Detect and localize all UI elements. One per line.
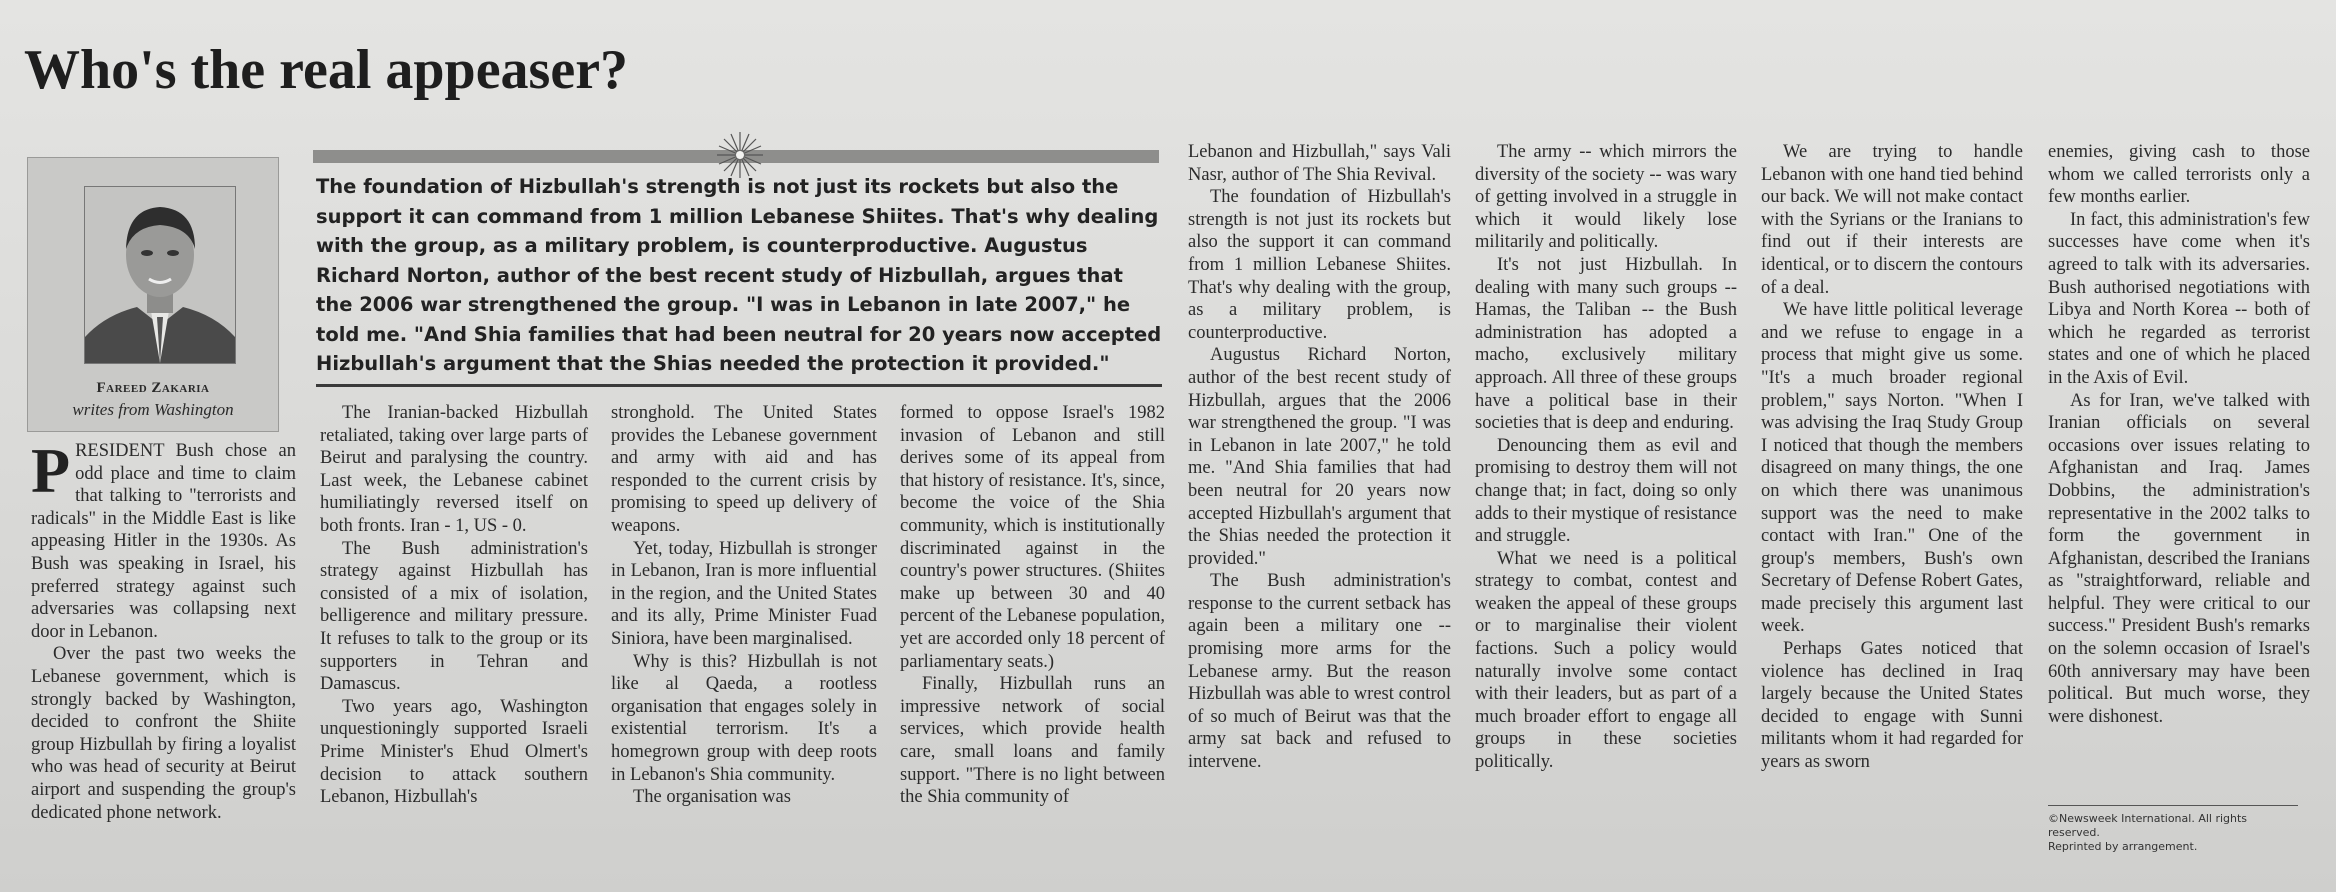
column-5-paragraph: Lebanon and Hizbullah," says Vali Nasr, author of The Shia Revival.: [1188, 142, 1451, 185]
drop-cap: P: [31, 435, 71, 506]
column-5-paragraph: Augustus Richard Norton, author of the best recent study of Hizbullah, argues that the 2006 war strengthened the group. "I was in Lebanon in late 2007," he told me. "And Shia families that had been neutral for 20 years now accepted Hizbullah's argument that the Shias needed the protection it provided.": [1188, 345, 1451, 569]
column-2-paragraph: The Bush administration's strategy against Hizbullah has consisted of a mix of isolation, belligerence and military pressure. It refuses to talk to the group or its supporters in Tehran and Damascus.: [320, 538, 588, 695]
column-3-paragraph: stronghold. The United States provides the Lebanese government and army with aid and has responded to the current crisis by promising to speed up delivery of weapons.: [611, 403, 877, 536]
column-1-paragraph: Over the past two weeks the Lebanese government, which is strongly backed by Washington, decided to confront the Shiite group Hizbullah by firing a loyalist who was head of security at Beirut airport and suspending the group's dedicated phone network.: [31, 644, 296, 823]
column-7-paragraph: We have little political leverage and we refuse to engage in a process that might give us some. "It's a much broader regional problem," says Norton. "When I was advising the Iraq Study Group I noticed that though the members disagreed on many things, the one on which there was unanimous support was the need to make contact with Iran." One of the group's members, Bush's own Secretary of Defense Robert Gates, made precisely this argument last week.: [1761, 300, 2023, 637]
credit-line-2: Reprinted by arrangement.: [2048, 840, 2198, 853]
author-photo: [84, 186, 236, 364]
column-7: [1761, 141, 2023, 774]
column-6: [1475, 141, 1737, 774]
column-1: [31, 435, 296, 824]
author-byline: writes from Washington: [72, 400, 234, 419]
column-8-paragraph: As for Iran, we've talked with Iranian officials on several occasions over issues relating to Afghanistan and Iraq. James Dobbins, the administration's representative in the 2002 talks to form the government in Afghanistan, described the Iranians as "straightforward, reliable and helpful. They were critical to our success." President Bush's remarks on the solemn occasion of Israel's 60th anniversary may have been political. But much worse, they were dishonest.: [2048, 390, 2310, 727]
column-8-paragraph: enemies, giving cash to those whom we called terrorists only a few months earlier.: [2048, 142, 2310, 208]
column-3-paragraph: Yet, today, Hizbullah is stronger in Lebanon, Iran is more influential in the region, and the United States and its ally, Prime Minister Fuad Siniora, have been marginalised.: [611, 538, 877, 649]
credit-line-1: ©Newsweek International. All rights reserved.: [2048, 812, 2248, 839]
pull-quote: The foundation of Hizbullah's strength is not just its rockets but also the support it can command from 1 million Lebanese Shiites. That's why dealing with the group, as a military problem, is counterproductive. Augustus Richard Norton, author of the best recent study of Hizbullah, argues that the 2006 war strengthened the group. "I was in Lebanon in late 2007," he told me. "And Shia families that had been neutral for 20 years now accepted Hizbullah's argument that the Shias needed the protection it provided.": [316, 175, 1162, 375]
column-5-paragraph: The Bush administration's response to the current setback has again been a military one -- promising more arms for the Lebanese army. But the reason Hizbullah was able to wrest control of so much of Beirut was that the army sat back and refused to intervene.: [1188, 571, 1451, 773]
author-name: Fareed Zakaria: [96, 380, 210, 396]
author-portrait-icon: [85, 187, 235, 363]
copyright-credit: [2048, 805, 2298, 854]
column-2: [320, 402, 588, 809]
column-7-paragraph: We are trying to handle Lebanon with one hand tied behind our back. We will not make contact with the Syrians or the Iranians to find out if their interests are identical, or to discern the contours of a deal.: [1761, 142, 2023, 298]
column-4: [900, 402, 1165, 809]
column-6-paragraph: It's not just Hizbullah. In dealing with many such groups -- Hamas, the Taliban -- the Bush administration has adopted a macho, exclusively military approach. All three of these groups have a political base in their societies that is deep and enduring.: [1475, 254, 1737, 434]
column-4-paragraph: formed to oppose Israel's 1982 invasion of Lebanon and still derives some of its appeal from that history of resistance. It's, since, become the voice of the Shia community, which is institutionally discriminated against in the country's power structures. (Shiites make up between 30 and 40 percent of the Lebanese population, yet are accorded only 18 percent of parliamentary seats.): [900, 403, 1165, 672]
column-6-paragraph: What we need is a political strategy to combat, contest and weaken the appeal of these groups or to marginalise their violent factions. Such a policy would naturally involve some contact with their leaders, but as part of a much broader effort to engage all groups in these societies politically.: [1475, 548, 1737, 773]
column-2-paragraph: The Iranian-backed Hizbullah retaliated, taking over large parts of Beirut and paralysing the country. Last week, the Lebanese cabinet humiliatingly reversed itself on both fronts. Iran - 1, US - 0.: [320, 403, 588, 536]
column-6-paragraph: Denouncing them as evil and promising to destroy them will not change that; in fact, doing so only adds to their mystique of resistance and struggle.: [1475, 435, 1737, 547]
column-1-paragraph: [31, 435, 296, 643]
column-7-paragraph: Perhaps Gates noticed that violence has declined in Iraq largely because the United States decided to engage with Sunni militants whom it had regarded for years as sworn: [1761, 639, 2023, 773]
author-box: [27, 157, 279, 432]
pull-quote-rule: [316, 384, 1162, 387]
column-6-paragraph: The army -- which mirrors the diversity of the society -- was wary of getting involved in a struggle in which it would likely lose militarily and politically.: [1475, 142, 1737, 253]
column-3-paragraph: Why is this? Hizbullah is not like al Qaeda, a rootless organisation that engages solely in existential terrorism. It's a homegrown group with deep roots in Lebanon's Shia community.: [611, 651, 877, 785]
headline: Who's the real appeaser?: [24, 39, 629, 101]
column-8-paragraph: In fact, this administration's few successes have come when it's agreed to talk with its adversaries. Bush authorised negotiations with Libya and North Korea -- both of which he regarded as terrorist states and one of which he placed in the Axis of Evil.: [2048, 209, 2310, 388]
column-5-paragraph: The foundation of Hizbullah's strength is not just its rockets but also the support it can command from 1 million Lebanese Shiites. That's why dealing with the group, as a military problem, is counterproductive.: [1188, 187, 1451, 343]
column-8: [2048, 141, 2310, 728]
column-3: [611, 402, 877, 809]
column-1-text: RESIDENT Bush chose an odd place and time to claim that talking to "terrorists and radicals" in the Middle East is like appeasing Hitler in the 1930s. As Bush was speaking in Israel, his preferred strategy against such adversaries was collapsing next door in Lebanon.: [31, 441, 296, 642]
column-3-paragraph: The organisation was: [633, 787, 791, 808]
column-4-paragraph: Finally, Hizbullah runs an impressive network of social services, which provide health care, small loans and family support. "There is no light between the Shia community of: [900, 674, 1165, 808]
column-2-paragraph: Two years ago, Washington unquestioningly supported Israeli Prime Minister's Ehud Olmert's decision to attack southern Lebanon, Hizbullah's: [320, 696, 588, 808]
column-5: [1188, 141, 1451, 774]
